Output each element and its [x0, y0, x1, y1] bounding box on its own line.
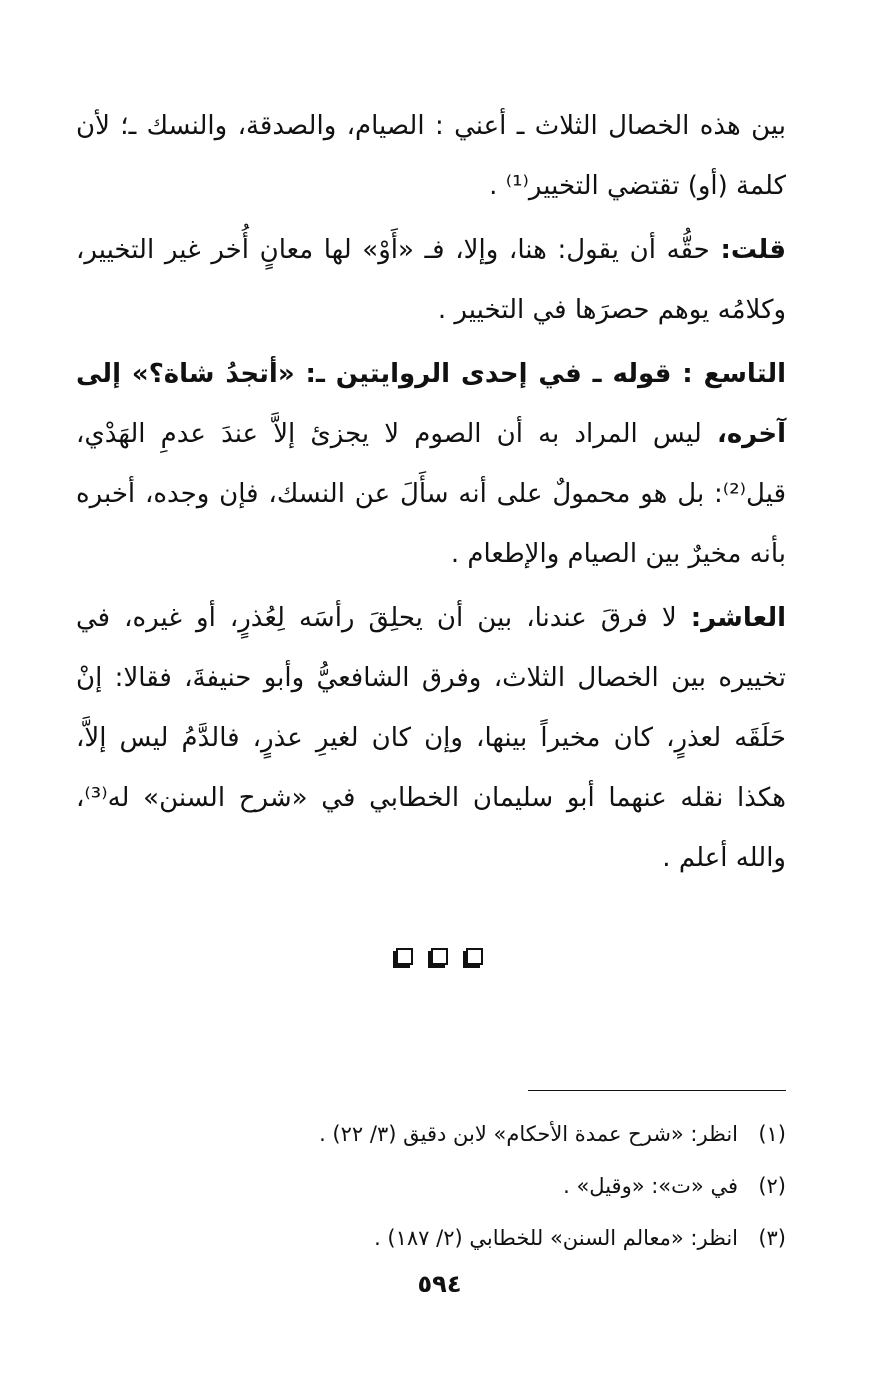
ornament-box-icon [431, 948, 448, 965]
footnote-text: في «ت»: «وقيل» . [563, 1174, 738, 1198]
paragraph-lead: العاشر: [690, 603, 786, 633]
footnote-text: انظر: «معالم السنن» للخطابي (٢/ ١٨٧) . [374, 1226, 738, 1250]
footnote-3 [86, 1212, 786, 1264]
paragraph-4 [76, 588, 786, 888]
paragraph-2 [76, 220, 786, 340]
page-number: ٥٩٤ [417, 1270, 462, 1298]
footnote-number: (٣) [758, 1226, 786, 1250]
footnotes [86, 1108, 786, 1264]
footnote-1 [86, 1108, 786, 1160]
paragraph-text: ليس المراد به أن الصوم لا يجزئ إلاَّ عندَ عدمِ الهَدْي، قيل⁽²⁾: بل هو محمولٌ على أنه سأَلَ عن النسك، فإن وجده، أخبره بأنه مخيرٌ بين الصيام والإطعام . [76, 419, 786, 569]
paragraph-1 [76, 96, 786, 216]
paragraph-lead: التاسع : قوله ـ في إحدى الروايتين ـ: «أتجدُ شاة؟» إلى آخره، [76, 359, 786, 449]
paragraph-3 [76, 344, 786, 584]
main-text [76, 96, 786, 892]
footnote-text: انظر: «شرح عمدة الأحكام» لابن دقيق (٣/ ٢٢) . [319, 1122, 738, 1146]
section-divider [0, 948, 879, 965]
footnote-number: (٢) [758, 1174, 786, 1198]
paragraph-text: بين هذه الخصال الثلاث ـ أعني : الصيام، والصدقة، والنسك ـ؛ لأن كلمة (أو) تقتضي التخيير⁽¹⁾ . [76, 111, 786, 201]
footnote-2 [86, 1160, 786, 1212]
paragraph-lead: قلت: [720, 235, 786, 265]
ornament-box-icon [466, 948, 483, 965]
paragraph-text: حقُّه أن يقول: هنا، وإلا، فـ «أَوْ» لها معانٍ أُخر غير التخيير، وكلامُه يوهم حصرَها في التخيير . [76, 235, 786, 325]
ornament-box-icon [396, 948, 413, 965]
footnote-number: (١) [758, 1122, 786, 1146]
footnote-separator [528, 1090, 786, 1091]
paragraph-text: لا فرقَ عندنا، بين أن يحلِقَ رأسَه لِعُذرٍ، أو غيره، في تخييره بين الخصال الثلاث، وفرق الشافعيُّ وأبو حنيفةَ، فقالا: إنْ حَلَقَه لعذرٍ، كان مخيراً بينها، وإن كان لغيرِ عذرٍ، فالدَّمُ ليس إلاَّ، هكذا نقله عنهما أبو سليمان الخطابي في «شرح السنن» له⁽³⁾، والله أعلم . [76, 603, 786, 873]
